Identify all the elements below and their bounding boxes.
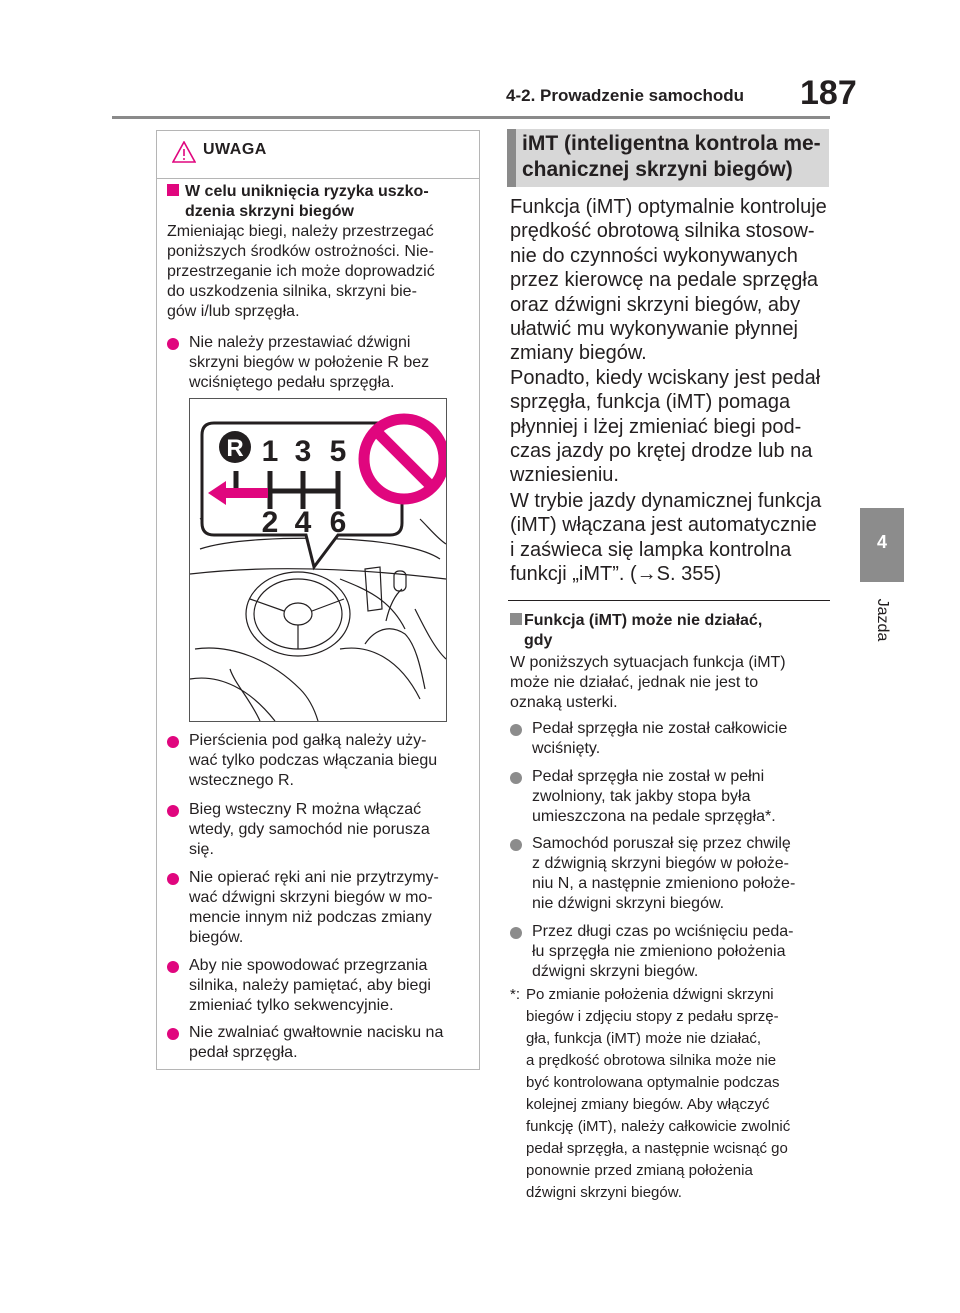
- bullet-text: Pedał sprzęgła nie został całkowicie wciśnięty.: [532, 720, 788, 757]
- bullet-text: Samochód poruszał się przez chwilę z dźwignią skrzyni biegów w położe- niu N, a następnie zmieniono położe- nie dźwigni skrzyni biegów.: [532, 835, 796, 912]
- subsection-heading: [510, 611, 832, 649]
- chapter-tab-number: 4: [876, 532, 887, 552]
- gear-label-4: 4: [294, 506, 312, 539]
- footnote-text: Po zmianie położenia dźwigni skrzyni biegów i zdjęciu stopy z pedału sprzę- gła, funkcja (iMT) może nie działać, a prędkość obrotowa silnika może nie być kontrolowana optymalnie podczas kolejnej zmiany biegów. Aby włączyć funkcję (iMT), należy całkowicie zwolnić pedał sprzęgła, a następnie wcisnąć go ponownie przed zmianą położenia dźwigni skrzyni biegów.: [526, 986, 791, 1201]
- bullet-dot-icon: [167, 873, 179, 885]
- bullet-text: Bieg wsteczny R można włączać wtedy, gdy samochód nie porusza się.: [189, 801, 430, 858]
- bullet-dot-icon: [167, 736, 179, 748]
- bullet-text: Aby nie spowodować przegrzania silnika, należy pamiętać, aby biegi zmieniać tylko sekwencyjnie.: [189, 957, 431, 1014]
- bullet-dot-icon: [510, 839, 522, 851]
- warning-title: UWAGA: [203, 141, 267, 158]
- pink-square-icon: [167, 184, 179, 196]
- bullet-dot-icon: [510, 772, 522, 784]
- bullet-dot-icon: [167, 1028, 179, 1040]
- warning-intro: Zmieniając biegi, należy przestrzegać poniższych środków ostrożności. Nie- przestrzeganie ich może doprowadzić do uszkodzenia silnika, skrzyni bie- gów i/lub sprzęgła.: [167, 223, 435, 320]
- bullet-text: Pierścienia pod gałką należy uży- wać tylko podczas włączania biegu wstecznego R.: [189, 732, 438, 789]
- gear-shift-drawing: [190, 399, 446, 721]
- chapter-tab-label: Jazda: [874, 598, 891, 642]
- gray-square-icon: [510, 613, 522, 625]
- gear-label-6: 6: [329, 506, 347, 539]
- page-number: 187: [800, 74, 857, 112]
- pink-bullet-icon: [167, 338, 179, 350]
- subsection-title: Funkcja (iMT) może nie działać, gdy: [524, 612, 763, 649]
- bullet-dot-icon: [510, 927, 522, 939]
- gear-label-3: 3: [294, 435, 312, 468]
- warning-triangle-icon: [172, 141, 196, 163]
- prohibition-icon: [364, 419, 444, 499]
- header-rule: [112, 116, 830, 119]
- bullet-text: Nie opierać ręki ani nie przytrzymy- wać dźwigni skrzyni biegów w mo- mencie innym niż podczas zmiany biegów.: [189, 869, 439, 946]
- gear-label-2: 2: [261, 506, 279, 539]
- bullet-text: Nie zwalniać gwałtownie nacisku na pedał sprzęgła.: [189, 1024, 444, 1061]
- warning-bullet-text: Nie należy przestawiać dźwigni skrzyni biegów w położenie R bez wciśniętego pedału sprzęgła.: [189, 334, 430, 391]
- section-title-bar: [507, 129, 516, 187]
- bullet-text: Przez długi czas po wciśnięciu peda- łu sprzęgła nie zmieniono położenia dźwigni skrzyni biegów.: [532, 923, 794, 980]
- running-header-title: 4-2. Prowadzenie samochodu: [506, 86, 745, 105]
- bullet-dot-icon: [510, 724, 522, 736]
- bullet-dot-icon: [167, 805, 179, 817]
- warning-header: [157, 131, 479, 171]
- warning-section-heading: [167, 182, 472, 220]
- bullet-dot-icon: [167, 961, 179, 973]
- gear-label-5: 5: [329, 435, 347, 468]
- chapter-tab-label-wrap: [858, 590, 906, 650]
- section-title: iMT (inteligentna kontrola me- chanicznej skrzyni biegów): [522, 132, 821, 181]
- subsection-intro: W poniższych sytuacjach funkcja (iMT) może nie działać, jednak nie jest to oznaką usterki.: [510, 654, 786, 711]
- gear-shift-illustration: [189, 398, 447, 722]
- gear-label-1: 1: [261, 435, 279, 468]
- warning-divider: [157, 178, 479, 179]
- footnote-mark: *:: [510, 986, 521, 1003]
- imt-dynamic-mode: W trybie jazdy dynamicznej funkcja (iMT) włączana jest automatycznie i zaświeca się lampka kontrolna funkcji „iMT”. (→S. 355): [510, 490, 822, 586]
- subsection-rule: [508, 600, 830, 601]
- warning-section-title: W celu uniknięcia ryzyka uszko- dzenia skrzyni biegów: [185, 183, 429, 220]
- imt-description: Funkcja (iMT) optymalnie kontroluje prędkość obrotową silnika stosow- nie do czynności wykonywanych przez kierowcę na pedale sprzęgła oraz dźwigni skrzyni biegów, aby ułatwić mu wykonywanie płynnej zmiany biegów. Ponadto, kiedy wciskany jest pedał sprzęgła, funkcja (iMT) pomaga płynniej i lżej zmieniać biegi pod- czas jazdy po krętej drodze lub na wzniesieniu.: [510, 196, 827, 487]
- bullet-text: Pedał sprzęgła nie został w pełni zwolniony, tak jakby stopa była umieszczona na pedale sprzęgła*.: [532, 768, 776, 825]
- gear-label-r: R: [226, 435, 244, 462]
